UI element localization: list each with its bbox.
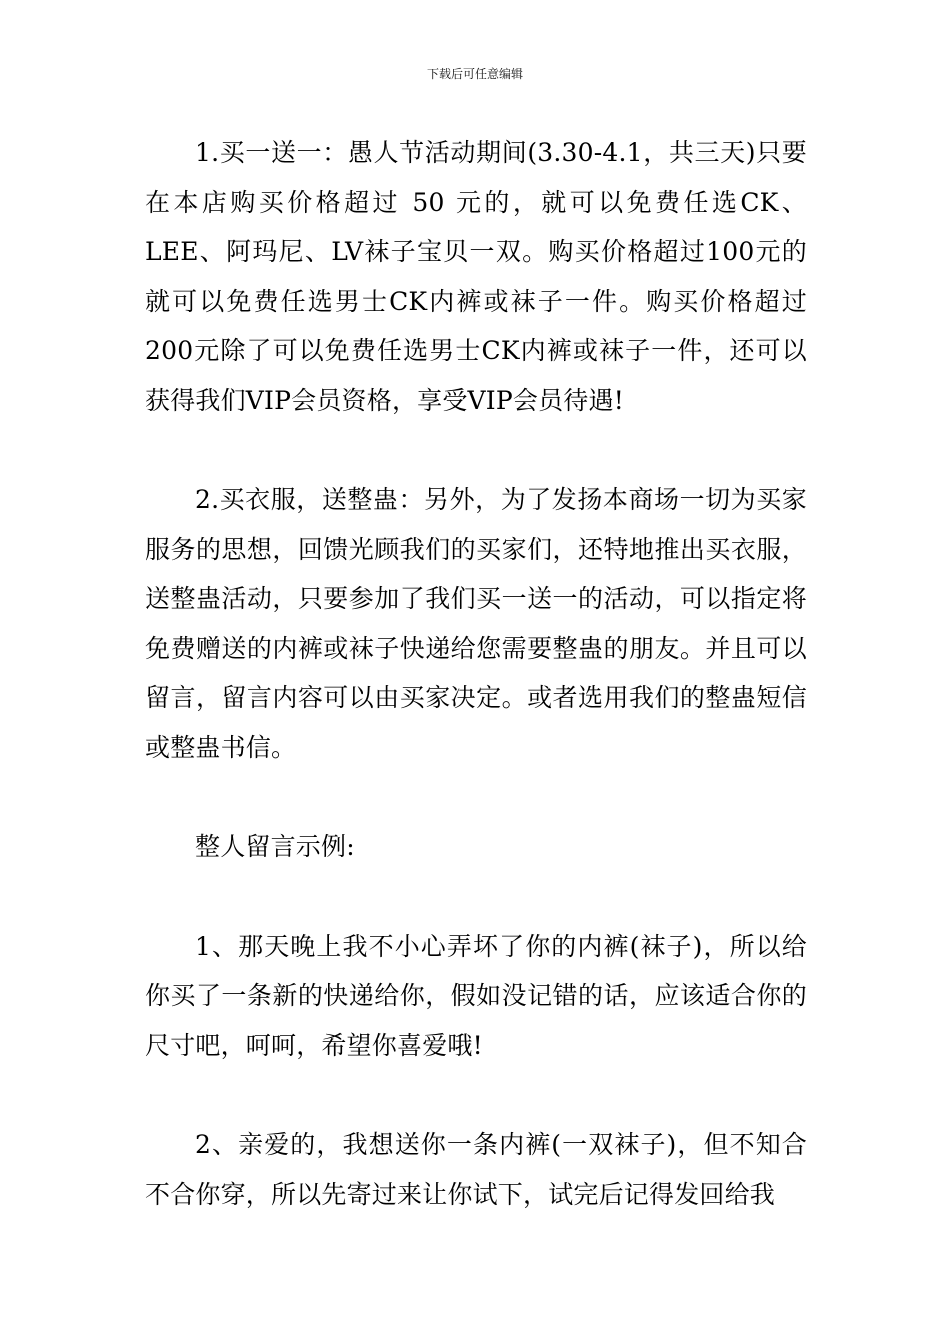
paragraph-spacer xyxy=(145,772,807,822)
paragraph-promo-prank: 2.买衣服，送整蛊：另外，为了发扬本商场一切为买家服务的思想，回馈光顾我们的买家们，还特地推出买衣服，送整蛊活动，只要参加了我们买一送一的活动，可以指定将免费赠送的内裤或袜子快递给您需要整蛊的朋友。并且可以留言，留言内容可以由买家决定。或者选用我们的整蛊短信或整蛊书信。 xyxy=(145,485,807,762)
paragraph-example-1: 1、那天晚上我不小心弄坏了你的内裤(袜子)，所以给你买了一条新的快递给你，假如没记错的话，应该适合你的尺寸吧，呵呵，希望你喜爱哦! xyxy=(145,931,807,1060)
paragraph-spacer xyxy=(145,425,807,475)
document-body xyxy=(145,128,807,1219)
paragraph-spacer xyxy=(145,872,807,922)
paragraph-promo-buy-one-get-one: 1.买一送一：愚人节活动期间(3.30-4.1，共三天)只要在本店购买价格超过 50 元的，就可以免费任选CK、LEE、阿玛尼、LV袜子宝贝一双。购买价格超过100元的就可以免费任选男士CK内裤或袜子一件。购买价格超过200元除了可以免费任选男士CK内裤或袜子一件，还可以获得我们VIP会员资格，享受VIP会员待遇! xyxy=(145,138,807,415)
page-header: 下载后可任意编辑 xyxy=(426,67,523,81)
paragraph-spacer xyxy=(145,1070,807,1120)
paragraph-example-2: 2、亲爱的，我想送你一条内裤(一双袜子)，但不知合不合你穿，所以先寄过来让你试下，试完后记得发回给我 xyxy=(145,1130,807,1209)
section-heading-examples: 整人留言示例: xyxy=(195,832,355,861)
